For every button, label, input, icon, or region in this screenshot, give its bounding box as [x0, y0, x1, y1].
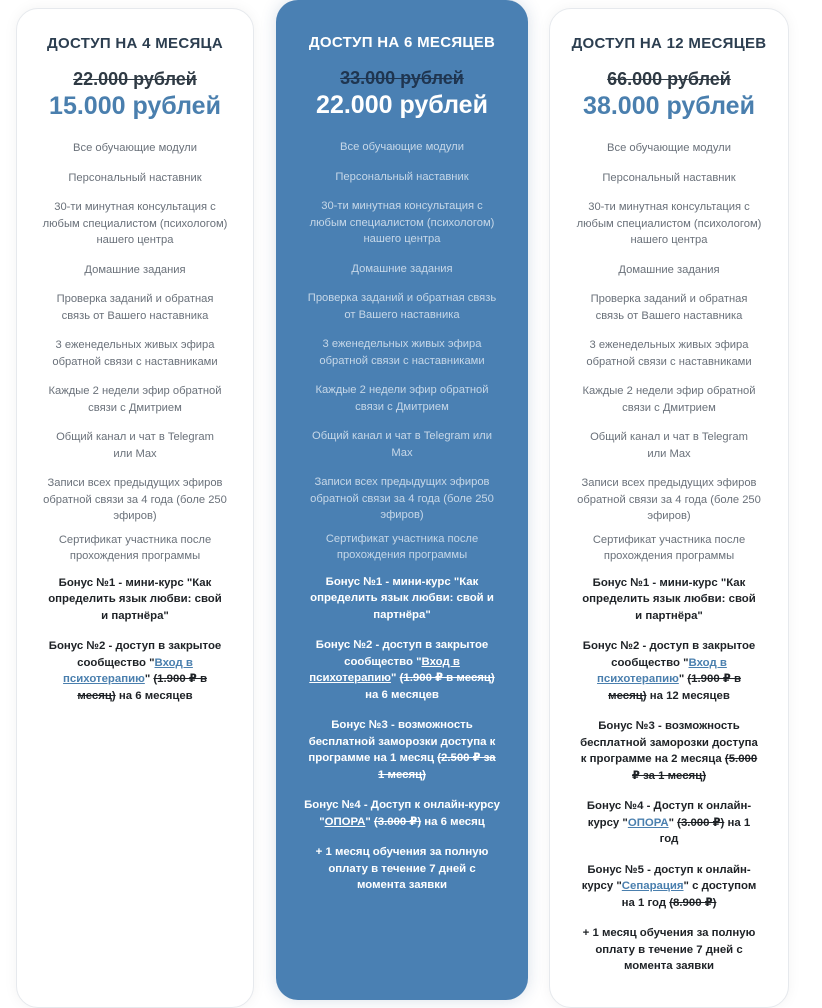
bonus-item	[578, 925, 760, 975]
bonus-text: "	[144, 673, 154, 685]
feature-item: Общий канал и чат в Telegram или Max	[312, 430, 492, 459]
plan-title-prefix: ДОСТУП	[308, 34, 373, 51]
feature-item: 30-ти минутная консультация с любым специалистом (психологом) нашего центра	[309, 200, 495, 245]
plan-title	[550, 35, 788, 53]
plan-card-4-months	[16, 8, 254, 1008]
bonus-text: на 6 месяцев	[365, 688, 439, 701]
plan-title-term: НА 4 МЕСЯЦА	[115, 35, 223, 52]
bonus-old-price: (1.900 ₽ в месяц)	[399, 672, 495, 684]
feature-item: Сертификат участника после прохождения программы	[58, 533, 212, 562]
bonus-item	[304, 637, 500, 703]
bonus-item	[578, 718, 760, 784]
old-price: 66.000 рублей	[607, 69, 731, 89]
plan-card-6-months	[276, 0, 528, 1000]
bonus-text: + 1 месяц обучения за полную оплату в течение 7 дней с момента заявки	[315, 846, 489, 891]
bonus-item	[304, 797, 500, 830]
feature-item: Сертификат участника после прохождения программы	[592, 533, 746, 562]
new-price: 22.000 рублей	[316, 91, 488, 119]
new-price: 15.000 рублей	[49, 92, 221, 120]
feature-list	[550, 140, 788, 565]
feature-item: Каждые 2 недели эфир обратной связи с Дмитрием	[582, 385, 756, 414]
bonus-text: + 1 месяц обучения за полную оплату в течение 7 дней с момента заявки	[582, 927, 756, 972]
plan-title-prefix: ДОСТУП	[47, 35, 111, 52]
bonus-text: на 6 месяцев	[115, 689, 193, 702]
new-price: 38.000 рублей	[583, 92, 755, 120]
bonus-item	[304, 574, 500, 624]
bonus-link[interactable]: Вход в психотерапию	[63, 656, 193, 685]
bonus-old-price: (1.900 ₽ в месяц)	[608, 673, 741, 702]
feature-item: 30-ти минутная консультация с любым специалистом (психологом) нашего центра	[42, 201, 228, 246]
feature-item: Каждые 2 недели эфир обратной связи с Дмитрием	[48, 385, 222, 414]
bonus-item	[578, 798, 760, 848]
bonus-text: Бонус №2 - доступ в закрытое сообщество "	[315, 639, 489, 668]
bonus-item	[304, 844, 500, 894]
old-price: 33.000 рублей	[340, 68, 464, 88]
bonus-text: Бонус №3 - возможность бесплатной заморозки доступа к программе на 2 месяца	[580, 720, 758, 765]
feature-item: Общий канал и чат в Telegram или Max	[590, 431, 748, 460]
bonus-item	[578, 638, 760, 704]
bonus-list	[276, 574, 528, 894]
bonus-link[interactable]: Вход в психотерапию	[309, 655, 460, 684]
feature-item: Записи всех предыдущих эфиров обратной связи за 4 года (боле 250 эфиров)	[577, 477, 761, 522]
feature-item: 30-ти минутная консультация с любым специалистом (психологом) нашего центра	[576, 201, 762, 246]
bonus-text: Бонус №4 - Доступ к онлайн-курсу "	[304, 799, 500, 828]
feature-item: Персональный наставник	[68, 171, 202, 184]
feature-item: Персональный наставник	[335, 170, 469, 183]
feature-item: Записи всех предыдущих эфиров обратной связи за 4 года (боле 250 эфиров)	[43, 477, 227, 522]
feature-item: Домашние задания	[84, 263, 186, 276]
bonus-old-price: (2.500 ₽ за 1 месяц)	[378, 752, 496, 781]
bonus-text: Бонус №4 - Доступ к онлайн-курсу "	[586, 800, 752, 829]
plan-title	[17, 35, 253, 53]
bonus-text: " с доступом на 1 год	[621, 880, 757, 909]
plan-title-term: НА 6 МЕСЯЦЕВ	[377, 34, 496, 51]
plan-title-term: НА 12 МЕСЯЦЕВ	[639, 35, 767, 52]
feature-list	[17, 140, 253, 565]
bonus-text: на 12 месяцев	[646, 689, 730, 702]
bonus-text: Бонус №1 - мини-курс "Как определить язык любви: свой и партнёра"	[582, 576, 756, 622]
bonus-text: Бонус №2 - доступ в закрытое сообщество "	[582, 640, 756, 669]
feature-item: 3 еженедельных живых эфира обратной связи с наставниками	[586, 339, 752, 368]
bonus-old-price: (3.000 ₽)	[677, 816, 725, 829]
bonus-text: "	[365, 815, 374, 828]
feature-item: Персональный наставник	[602, 171, 736, 184]
feature-item: Сертификат участника после прохождения программы	[325, 532, 479, 561]
bonus-list	[17, 575, 253, 705]
plan-title-prefix: ДОСТУП	[571, 35, 636, 52]
feature-item: Записи всех предыдущих эфиров обратной связи за 4 года (боле 250 эфиров)	[310, 476, 494, 521]
bonus-old-price: (1.900 ₽ в месяц)	[77, 673, 207, 702]
bonus-item	[578, 862, 760, 912]
bonus-link[interactable]: Сепарация	[621, 880, 684, 892]
feature-list	[276, 139, 528, 564]
feature-item: Домашние задания	[618, 263, 720, 276]
feature-item: 3 еженедельных живых эфира обратной связи с наставниками	[52, 339, 218, 368]
bonus-text: Бонус №3 - возможность бесплатной заморозки доступа к программе на 1 месяц	[308, 719, 496, 764]
feature-item: 3 еженедельных живых эфира обратной связи с наставниками	[319, 338, 485, 367]
old-price: 22.000 рублей	[73, 69, 197, 89]
feature-item: Все обучающие модули	[73, 142, 197, 154]
bonus-text: Бонус №1 - мини-курс "Как определить язык любви: свой и партнёра"	[310, 575, 494, 621]
feature-item: Все обучающие модули	[340, 141, 464, 153]
feature-item: Каждые 2 недели эфир обратной связи с Дмитрием	[315, 384, 489, 413]
bonus-text: "	[391, 672, 400, 684]
bonus-text: на 1 год	[659, 816, 751, 845]
bonus-text: Бонус №1 - мини-курс "Как определить язык любви: свой и партнёра"	[48, 576, 222, 622]
bonus-link[interactable]: ОПОРА	[324, 815, 366, 828]
bonus-old-price: (8.900 ₽)	[669, 896, 717, 909]
bonus-link[interactable]: Вход в психотерапию	[597, 656, 727, 685]
bonus-text: "	[668, 816, 678, 829]
feature-item: Проверка заданий и обратная связь от Вашего наставника	[56, 293, 214, 322]
bonus-item	[46, 638, 224, 704]
bonus-old-price: (3.000 ₽)	[373, 815, 422, 828]
bonus-text: Бонус №5 - доступ к онлайн-курсу "	[581, 863, 751, 892]
feature-item: Все обучающие модули	[607, 142, 731, 154]
bonus-old-price: (5.000 ₽ за 1 месяц)	[632, 753, 758, 782]
bonus-item	[304, 717, 500, 783]
plan-title	[276, 34, 528, 52]
bonus-text: "	[678, 673, 688, 685]
bonus-item	[578, 575, 760, 625]
feature-item: Общий канал и чат в Telegram или Max	[56, 431, 214, 460]
plan-card-12-months	[549, 8, 789, 1008]
feature-item: Проверка заданий и обратная связь от Вашего наставника	[307, 292, 497, 321]
feature-item: Домашние задания	[351, 262, 453, 275]
bonus-item	[46, 575, 224, 625]
bonus-text: Бонус №2 - доступ в закрытое сообщество "	[48, 640, 222, 669]
feature-item: Проверка заданий и обратная связь от Вашего наставника	[590, 293, 748, 322]
bonus-text: на 6 месяц	[421, 815, 485, 828]
bonus-link[interactable]: ОПОРА	[627, 816, 669, 829]
bonus-list	[550, 575, 788, 975]
